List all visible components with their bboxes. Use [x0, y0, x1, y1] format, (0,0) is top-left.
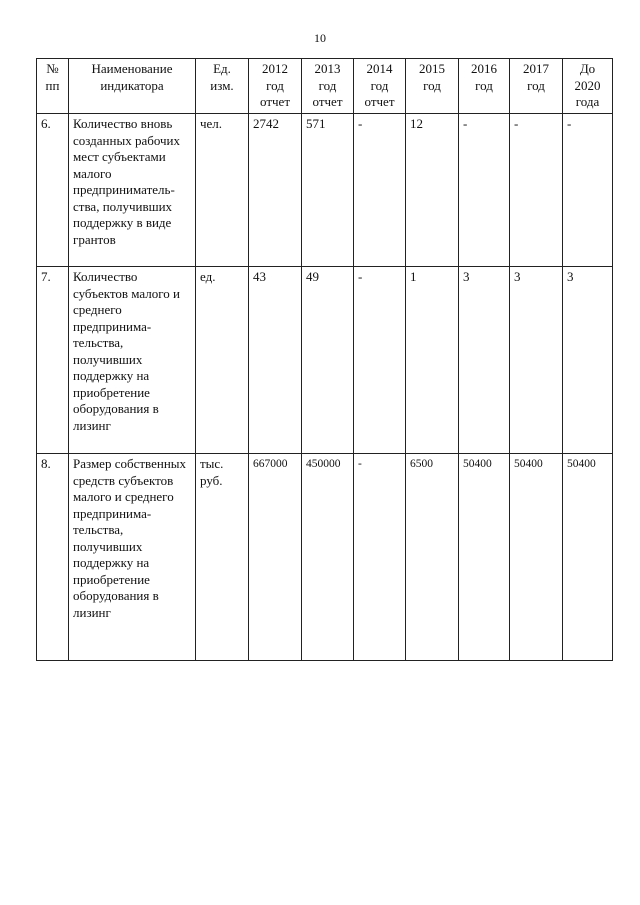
page-number: 10: [314, 31, 326, 45]
indicators-table: [36, 58, 613, 661]
value-2013: 571: [302, 114, 354, 267]
value-2013: 49: [302, 267, 354, 454]
value-2014: -: [354, 454, 406, 661]
table-row: [37, 267, 613, 454]
value-2012: 43: [249, 267, 302, 454]
header-num: № пп: [37, 59, 69, 114]
value-2016: -: [459, 114, 510, 267]
unit-cell: чел.: [196, 114, 249, 267]
value-2015: 6500: [406, 454, 459, 661]
value-2015: 12: [406, 114, 459, 267]
header-2016: 2016 год: [459, 59, 510, 114]
row-number: 6.: [37, 114, 69, 267]
value-2017: 3: [510, 267, 563, 454]
unit-cell: ед.: [196, 267, 249, 454]
indicator-name: Количество субъектов малого и среднего предпринимательства, получивших поддержку на приобретение оборудования в лизинг: [69, 267, 196, 454]
value-2015: 1: [406, 267, 459, 454]
value-2013: 450000: [302, 454, 354, 661]
table-header-row: [37, 59, 613, 114]
header-2015: 2015 год: [406, 59, 459, 114]
value-2020: 3: [563, 267, 613, 454]
indicator-name: Количество вновь созданных рабочих мест субъектами малого предпринимательства, получивших поддержку в виде грантов: [69, 114, 196, 267]
table-row: [37, 114, 613, 267]
header-name: Наименование индикатора: [69, 59, 196, 114]
value-2020: -: [563, 114, 613, 267]
value-2012: 2742: [249, 114, 302, 267]
header-unit: Ед. изм.: [196, 59, 249, 114]
header-2020: До 2020 года: [563, 59, 613, 114]
value-2016: 3: [459, 267, 510, 454]
value-2020: 50400: [563, 454, 613, 661]
header-2014: 2014 год отчет: [354, 59, 406, 114]
header-2017: 2017 год: [510, 59, 563, 114]
row-number: 8.: [37, 454, 69, 661]
header-2012: 2012 год отчет: [249, 59, 302, 114]
indicator-name: Размер собственных средств субъектов малого и среднего предпринимательства, получивших поддержку на приобретение оборудования в лизинг: [69, 454, 196, 661]
table-row: [37, 454, 613, 661]
value-2014: -: [354, 114, 406, 267]
value-2012: 667000: [249, 454, 302, 661]
row-number: 7.: [37, 267, 69, 454]
value-2016: 50400: [459, 454, 510, 661]
value-2014: -: [354, 267, 406, 454]
header-2013: 2013 год отчет: [302, 59, 354, 114]
value-2017: -: [510, 114, 563, 267]
unit-cell: тыс. руб.: [196, 454, 249, 661]
value-2017: 50400: [510, 454, 563, 661]
